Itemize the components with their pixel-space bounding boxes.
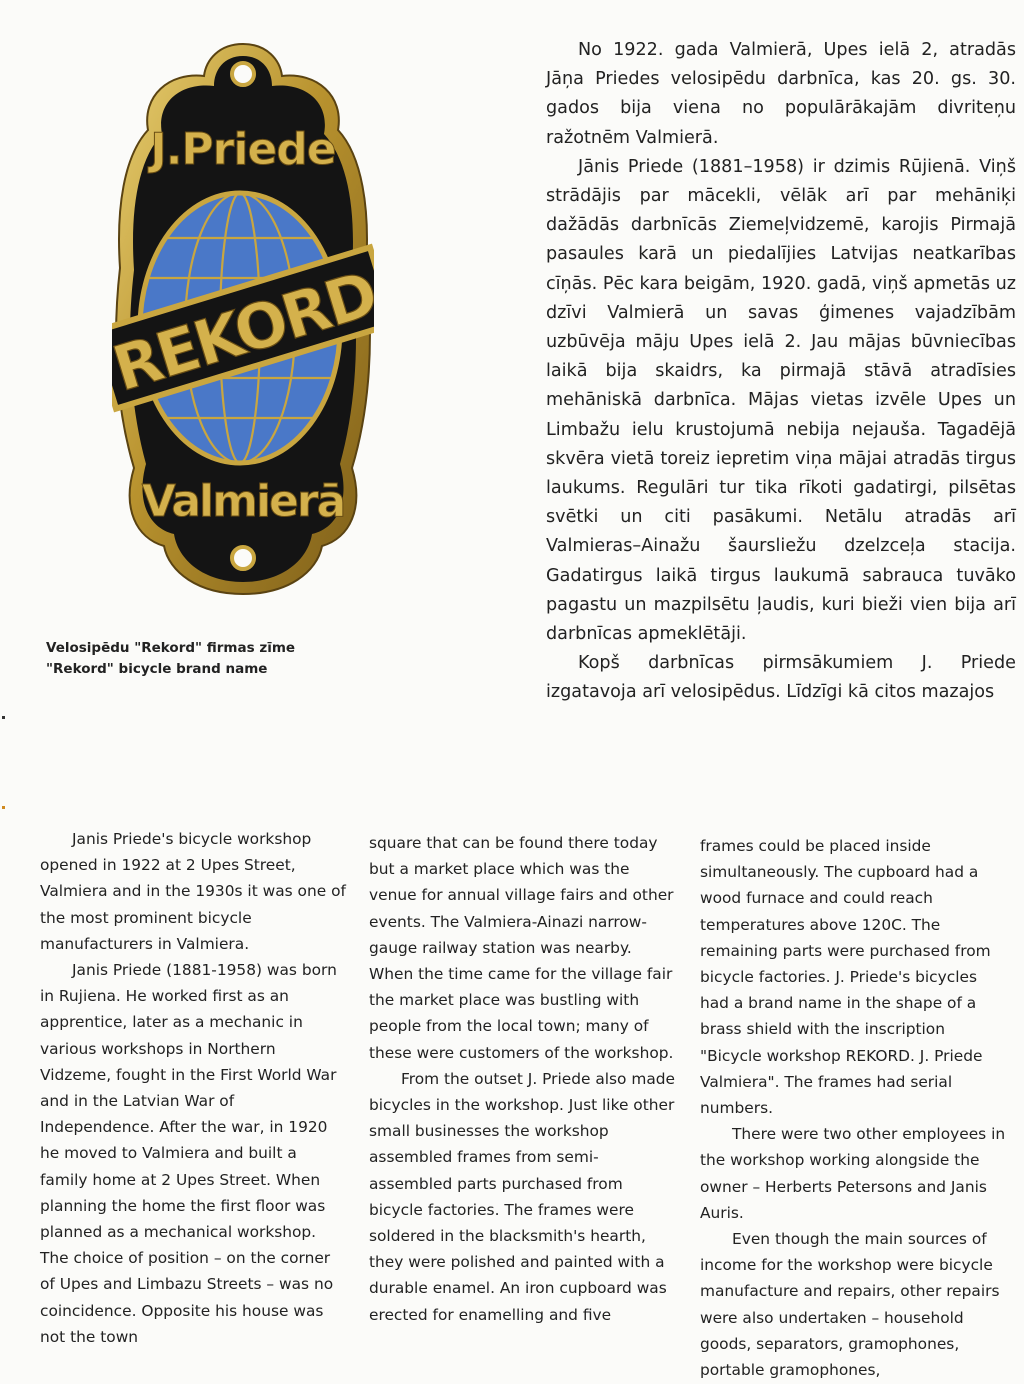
photo-caption <box>46 638 295 680</box>
english-paragraph: Even though the main sources of income for the workshop were bicycle manufacture and repairs, other repairs were also undertaken – household goods, separators, gramophones, portable gramophones, <box>700 1230 1000 1380</box>
english-paragraph: From the outset J. Priede also made bicycles in the workshop. Just like other small businesses the workshop assembled frames from semi-assembled parts purchased from bicycle factories. The frames were soldered in the blacksmith's hearth, they were polished and painted with a durable enamel. An iron cupboard was erected for enamelling and five <box>369 1069 676 1324</box>
english-paragraph: square that can be found there today but a market place which was the venue for annual village fairs and other events. The Valmiera-Ainazi narrow-gauge railway station was nearby. When the time came for the village fair the market place was bustling with people from the local town; many of these were customers of the workshop. <box>369 834 674 1062</box>
english-column-1 <box>40 826 348 1350</box>
english-column-3 <box>700 833 1010 1383</box>
english-paragraph: Janis Priede (1881-1958) was born in Rujiena. He worked first as an apprentice, later as a mechanic in various workshops in Northern Vidzeme, fought in the First World War and in the Latvian War of Independence. After the war, in 1920 he moved to Valmiera and built a family home at 2 Upes Street. When planning the home the first floor was planned as a mechanical workshop. The choice of position – on the corner of Upes and Limbazu Streets – was no coincidence. Opposite his house was not the town <box>40 961 337 1346</box>
latvian-paragraph-2: Jānis Priede (1881–1958) ir dzimis Rūjienā. Viņš strādājis par mācekli, vēlāk arī par mehāniķi dažādās darbnīcās Ziemeļvidzemē, karojis Pirmajā pasaules karā un piedalījies Latvijas neatkarības cīņās. Pēc kara beigām, 1920. gadā, viņš apmetās uz dzīvi Valmierā un savas ģimenes vajadzībām uzbūvēja māju Upes ielā 2. Jau mājas būvniecības laikā bija skaidrs, ka pirmajā stāvā atradīsies mehāniskā darbnīca. Mājas vietas izvēle Upes un Limbažu ielu krustojumā nebija nejauša. Tagadējā skvēra vietā toreiz iepretim viņa mājai atradās tirgus laukums. Regulāri tur tika rīkoti gadatirgi, pilsētas svētki un citi pasākumi. Netālu atradās arī Valmieras–Ainažu šaursliežu dzelzceļa stacija. Gadatirgus laikā tirgus laukumā sabrauca tuvāko pagastu un mazpilsētu ļaudis, kuri bieži vien bija arī darbnīcas apmeklētāji. <box>546 156 1016 645</box>
rekord-badge-photo <box>112 38 374 598</box>
latvian-paragraph-3: Kopš darbnīcas pirmsākumiem J. Priede izgatavoja arī velosipēdus. Līdzīgi kā citos mazajos <box>546 653 1016 703</box>
top-screw-hole <box>232 63 254 85</box>
caption-latvian: Velosipēdu "Rekord" firmas zīme <box>46 640 296 656</box>
caption-english: "Rekord" bicycle brand name <box>46 661 268 677</box>
bottom-screw-hole <box>232 547 254 569</box>
english-column-2 <box>369 830 677 1328</box>
english-paragraph: There were two other employees in the workshop working alongside the owner – Herberts Petersons and Janis Auris. <box>700 1125 1006 1222</box>
latvian-paragraph-1: No 1922. gada Valmierā, Upes ielā 2, atradās Jāņa Priedes velosipēdu darbnīca, kas 20. gs. 30. gados bija viena no populārākajām divriteņu ražotnēm Valmierā. <box>546 40 1016 148</box>
latvian-text-block <box>546 36 1016 708</box>
english-paragraph: frames could be placed inside simultaneously. The cupboard had a wood furnace and could reach temperatures above 120C. The remaining parts were purchased from bicycle factories. J. Priede's bicycles had a brand name in the shape of a brass shield with the inscription "Bicycle workshop REKORD. J. Priede Valmiera". The frames had serial numbers. <box>700 837 991 1118</box>
badge-center-text: REKORD <box>112 257 374 406</box>
badge-bottom-text: Valmierā <box>141 476 345 527</box>
margin-mark <box>2 716 5 719</box>
english-paragraph: Janis Priede's bicycle workshop opened in 1922 at 2 Upes Street, Valmiera and in the 1930s it was one of the most prominent bicycle manufacturers in Valmiera. <box>40 830 346 953</box>
badge-top-text: J.Priede <box>150 124 336 175</box>
margin-mark <box>2 806 5 809</box>
badge-illustration <box>112 38 374 598</box>
